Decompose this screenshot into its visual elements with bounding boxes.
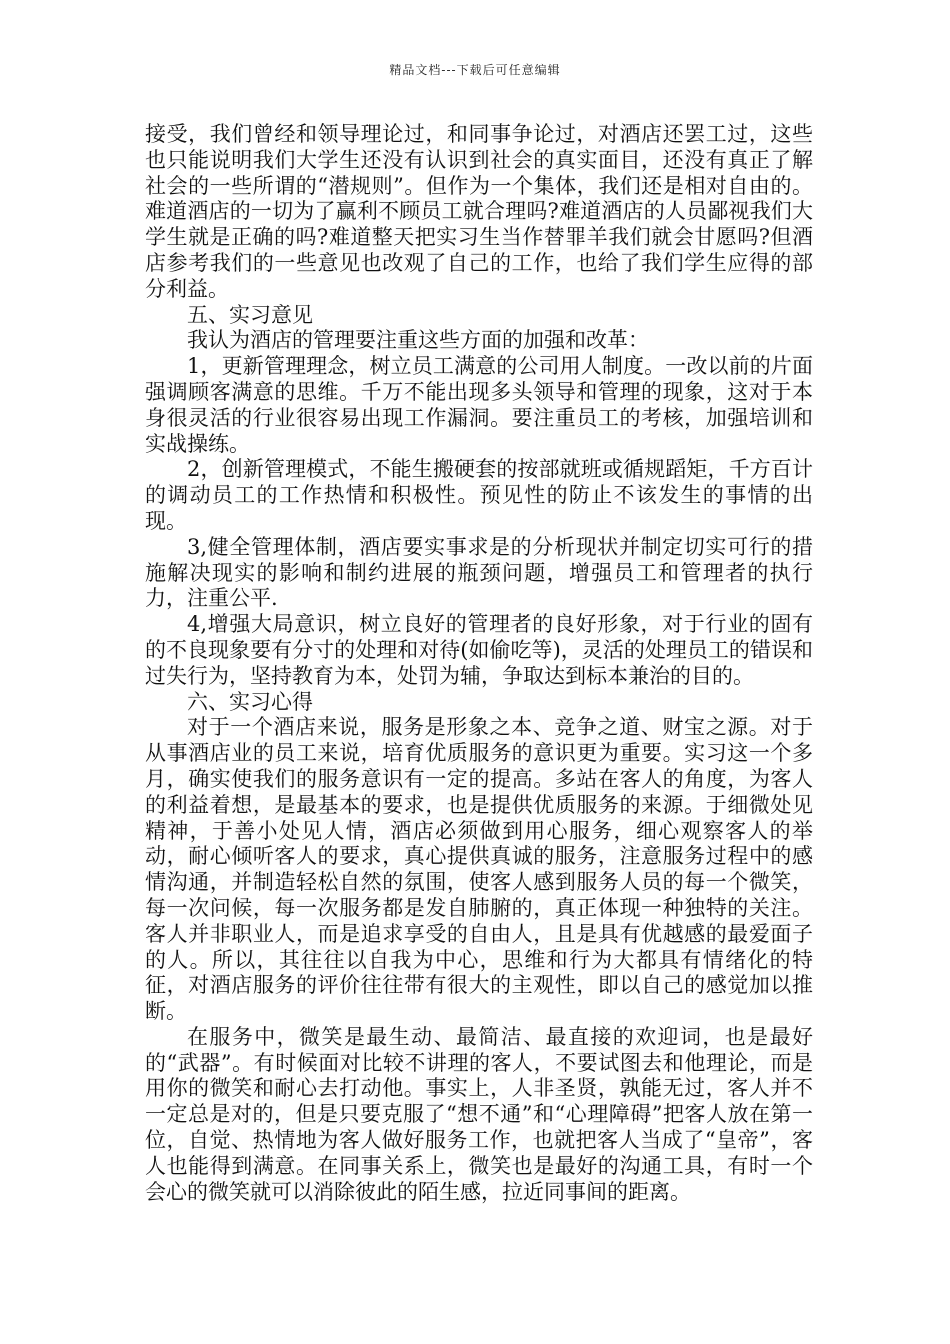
document-body	[145, 122, 813, 1205]
section-heading-internship-experience: 六、实习心得	[187, 689, 313, 714]
page-header: 精品文档---下载后可任意编辑	[389, 63, 561, 77]
section-heading-internship-opinions: 五、实习意见	[187, 302, 313, 327]
paragraph-opinion-4: 4,增强大局意识，树立良好的管理者的良好形象，对于行业的固有的不良现象要有分寸的处理和对待(如偷吃等)，灵活的处理员工的错误和过失行为，坚持教育为本，处罚为辅，争取达到标本兼治的目的。	[145, 612, 813, 688]
paragraph-opinion-1: 1，更新管理理念，树立员工满意的公司用人制度。一改以前的片面强调顾客满意的思维。千万不能出现多头领导和管理的现象，这对于本身很灵活的行业很容易出现工作漏洞。要注重员工的考核，加强培训和实战操练。	[145, 354, 813, 456]
paragraph-experience-1: 对于一个酒店来说，服务是形象之本、竞争之道、财宝之源。对于从事酒店业的员工来说，培育优质服务的意识更为重要。实习这一个多月，确实使我们的服务意识有一定的提高。多站在客人的角度，为客人的利益着想，是最基本的要求，也是提供优质服务的来源。于细微处见精神，于善小处见人情，酒店必须做到用心服务，细心观察客人的举动，耐心倾听客人的要求，真心提供真诚的服务，注意服务过程中的感情沟通，并制造轻松自然的氛围，使客人感到服务人员的每一个微笑，每一次问候，每一次服务都是发自肺腑的，真正体现一种独特的关注。客人并非职业人，而是追求享受的自由人，且是具有优越感的最爱面子的人。所以，其往往以自我为中心，思维和行为大都具有情绪化的特征，对酒店服务的评价往往带有很大的主观性，即以自己的感觉加以推断。	[145, 715, 813, 1024]
paragraph-experience-2: 在服务中，微笑是最生动、最简洁、最直接的欢迎词，也是最好的“武器”。有时候面对比较不讲理的客人，不要试图去和他理论，而是用你的微笑和耐心去打动他。事实上，人非圣贤，孰能无过，客人并不一定总是对的，但是只要克服了“想不通”和“心理障碍”把客人放在第一位，自觉、热情地为客人做好服务工作，也就把客人当成了“皇帝”，客人也能得到满意。在同事关系上，微笑也是最好的沟通工具，有时一个会心的微笑就可以消除彼此的陌生感，拉近同事间的距离。	[145, 1024, 813, 1204]
paragraph-intro-opinions: 我认为酒店的管理要注重这些方面的加强和改革：	[187, 328, 649, 353]
paragraph-opinion-2: 2，创新管理模式，不能生搬硬套的按部就班或循规蹈矩，千方百计的调动员工的工作热情和积极性。预见性的防止不该发生的事情的出现。	[145, 457, 813, 533]
paragraph-opinion-3: 3,健全管理体制，酒店要实事求是的分析现状并制定切实可行的措施解决现实的影响和制约进展的瓶颈问题，增强员工和管理者的执行力，注重公平.	[145, 534, 813, 611]
paragraph-continued: 接受，我们曾经和领导理论过，和同事争论过，对酒店还罢工过，这些也只能说明我们大学生还没有认识到社会的真实面目，还没有真正了解社会的一些所谓的“潜规则”。但作为一个集体，我们还是相对自由的。难道酒店的一切为了赢利不顾员工就合理吗?难道酒店的人员鄙视我们大学生就是正确的吗?难道整天把实习生当作替罪羊我们就会甘愿吗?但酒店参考我们的一些意见也改观了自己的工作，也给了我们学生应得的部分利益。	[145, 122, 813, 301]
